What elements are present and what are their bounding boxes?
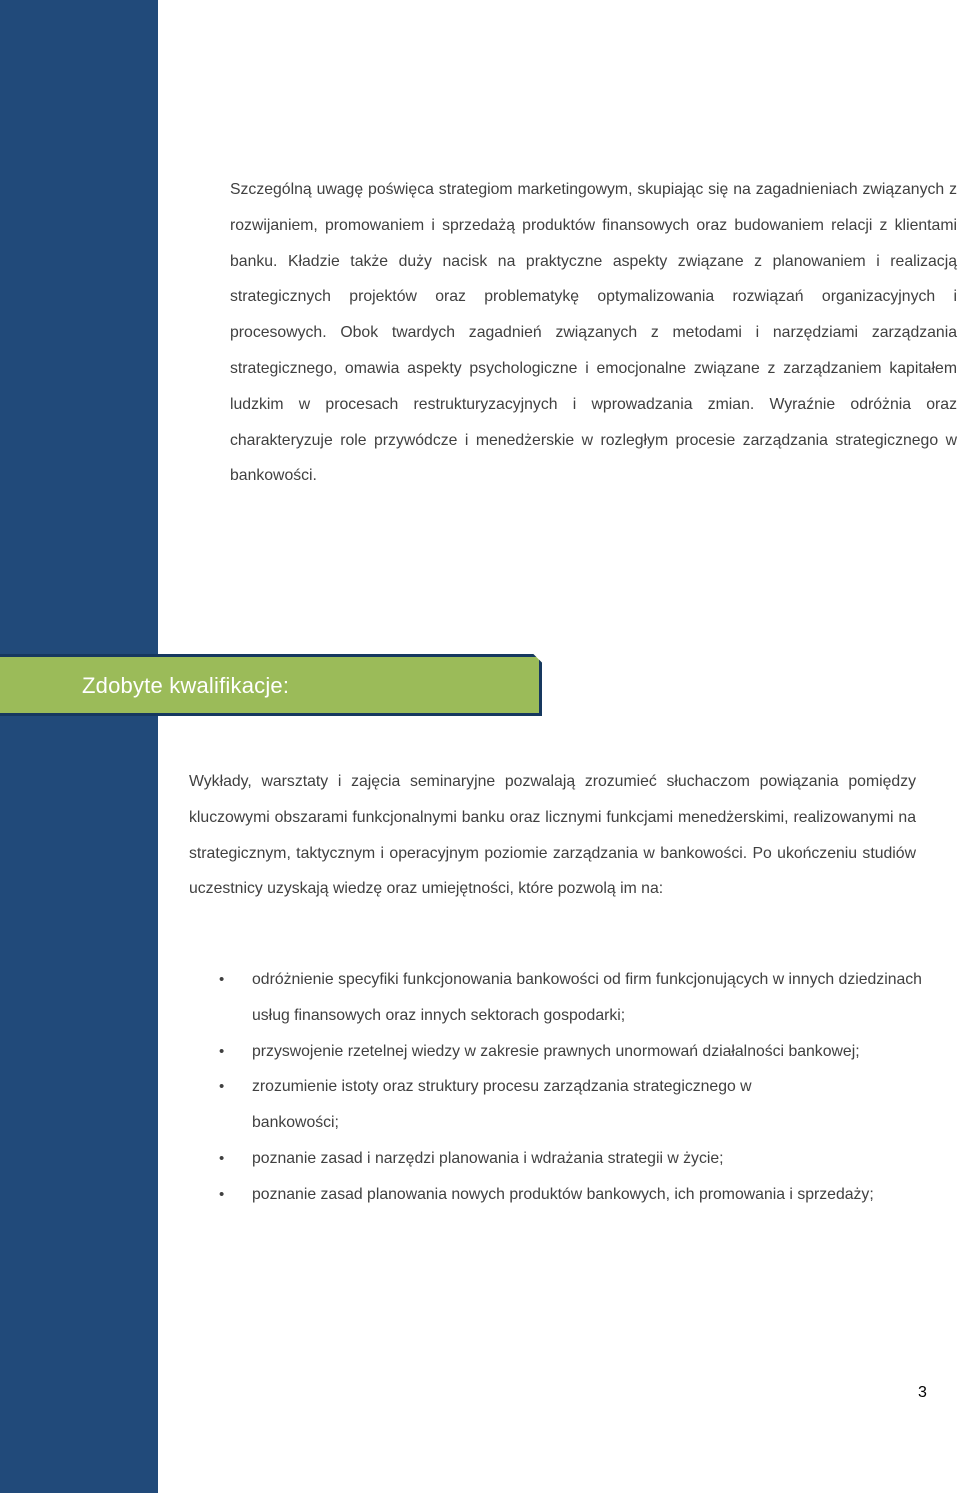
qualifications-list — [189, 962, 929, 1213]
bullet-icon: • — [219, 1042, 225, 1060]
list-item-text: poznanie zasad i narzędzi planowania i wdrażania strategii w życie; — [252, 1149, 724, 1167]
page-number: 3 — [918, 1384, 927, 1401]
list-item-text: poznanie zasad planowania nowych produktów bankowych, ich promowania i sprzedaży; — [252, 1185, 874, 1203]
section-title: Zdobyte kwalifikacje: — [82, 673, 290, 698]
intro-paragraph: Szczególną uwagę poświęca strategiom marketingowym, skupiając się na zagadnieniach związanych z rozwijaniem, promowaniem i sprzedażą produktów finansowych oraz budowaniem relacji z klientami banku. Kładzie także duży nacisk na praktyczne aspekty związane z planowaniem i realizacją strategicznych projektów oraz problematykę optymalizowania rozwiązań organizacyjnych i procesowych. Obok twardych zagadnień związanych z metodami i narzędziami zarządzania strategicznego, omawia aspekty psychologiczne i emocjonalne związane z zarządzaniem kapitałem ludzkim w procesach restrukturyzacyjnych i wprowadzania zmian. Wyraźnie odróżnia oraz charakteryzuje role przywódcze i menedżerskie w rozległym procesie zarządzania strategicznego w bankowości. — [230, 181, 957, 485]
list-item — [189, 1069, 929, 1141]
bullet-icon: • — [219, 1149, 225, 1167]
list-item — [189, 1177, 929, 1213]
left-accent-bar — [0, 0, 158, 1493]
bullet-icon: • — [219, 1078, 225, 1096]
list-item — [189, 1034, 929, 1070]
list-item — [189, 962, 929, 1034]
list-item-text: przyswojenie rzetelnej wiedzy w zakresie prawnych unormowań działalności bankowej; — [252, 1042, 860, 1060]
bullet-icon: • — [219, 971, 225, 988]
qualifications-paragraph: Wykłady, warsztaty i zajęcia seminaryjne pozwalają zrozumieć słuchaczom powiązania pomiędzy kluczowymi obszarami funkcjonalnymi banku oraz licznymi funkcjami menedżerskimi, realizowanymi na strategicznym, taktycznym i operacyjnym poziomie zarządzania w bankowości. Po ukończeniu studiów uczestnicy uzyskają wiedzę oraz umiejętności, które pozwolą im na: — [189, 773, 916, 898]
bullet-icon: • — [219, 1185, 225, 1203]
list-item-text: odróżnienie specyfiki funkcjonowania bankowości od firm funkcjonujących w innych dziedzinach usług finansowych oraz innych sektorach gospodarki; — [252, 971, 922, 1024]
list-item-text: zrozumienie istoty oraz struktury procesu zarządzania strategicznego w bankowości; — [252, 1078, 752, 1132]
list-item — [189, 1141, 929, 1177]
